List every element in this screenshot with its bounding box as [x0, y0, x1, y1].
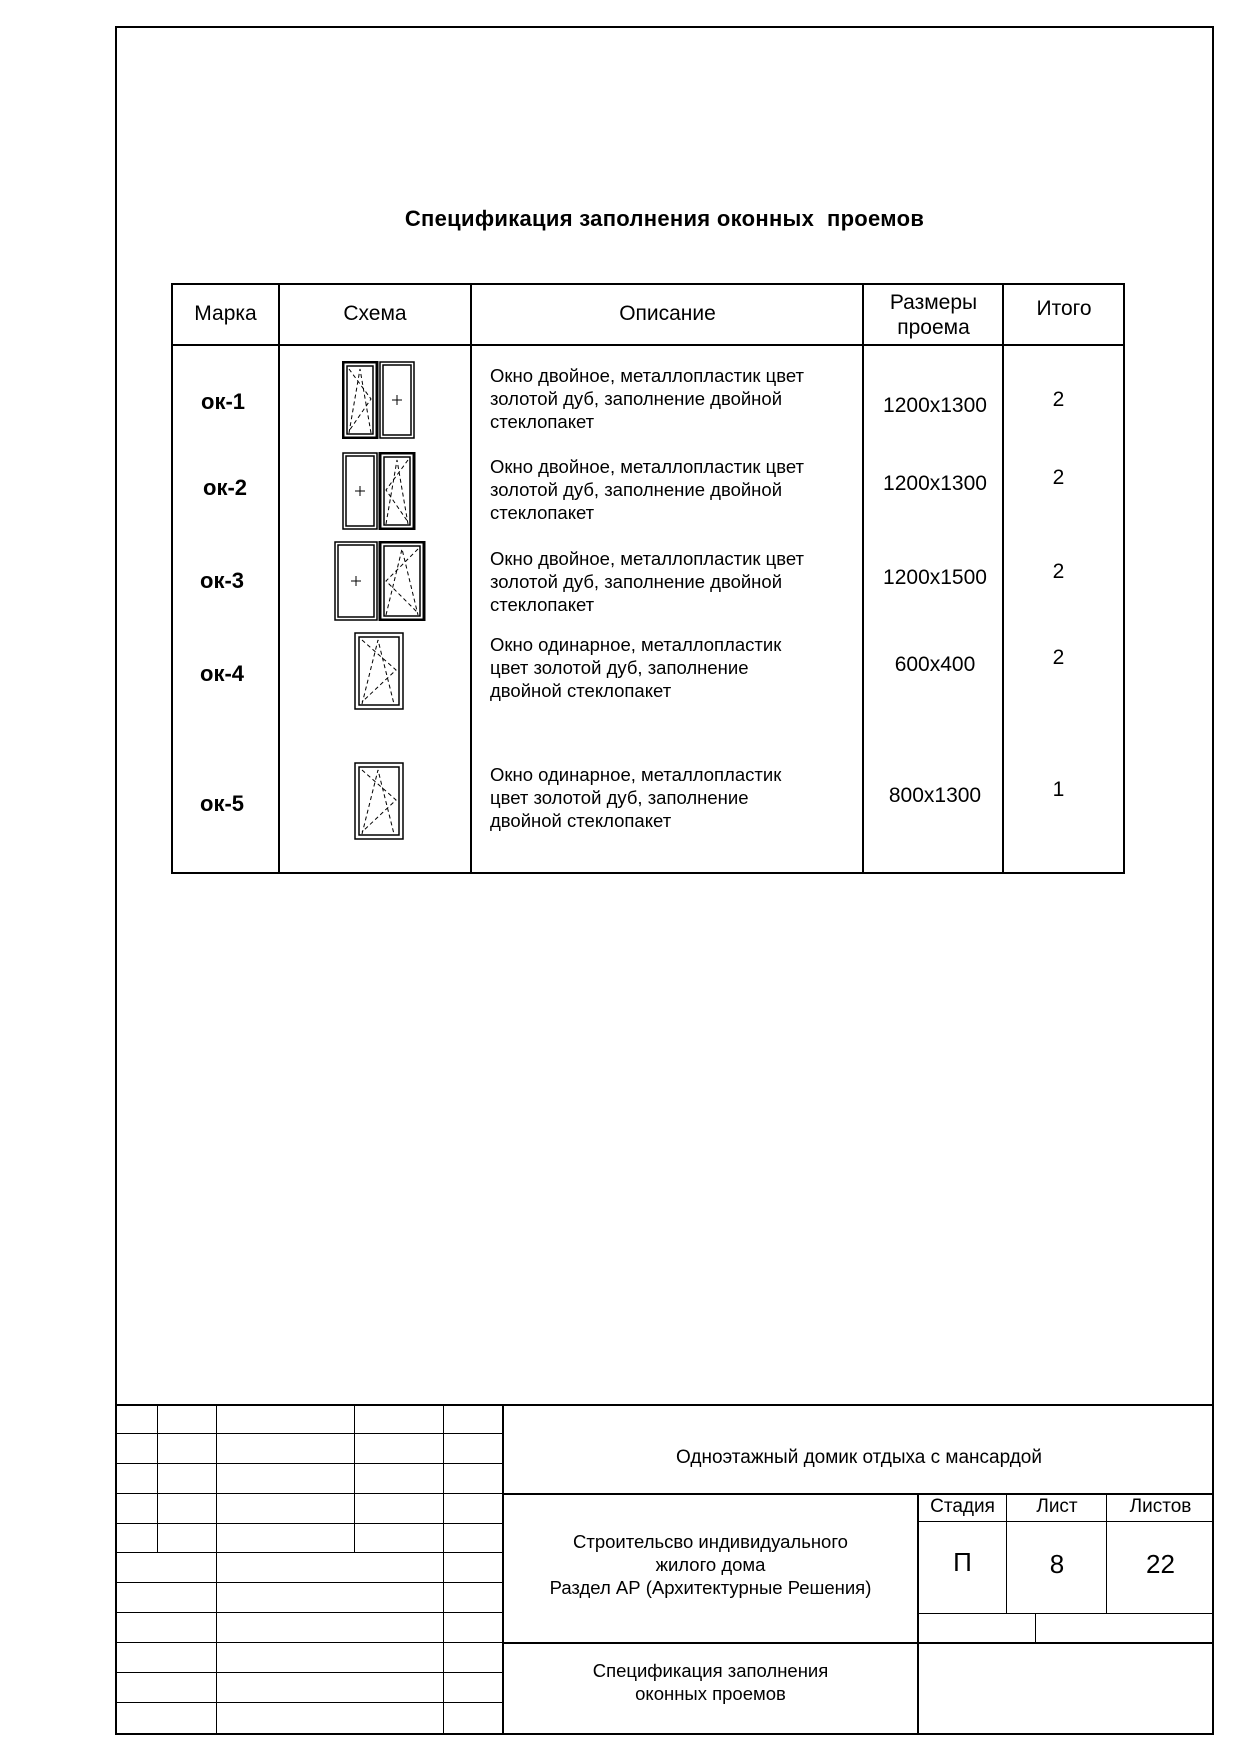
row-size: 600х400 [894, 653, 976, 676]
row-mark: ок-5 [200, 791, 245, 816]
row-size: 1200х1500 [883, 566, 987, 589]
header-total: Итого [1036, 297, 1092, 320]
double-window-left-tilt-icon [342, 361, 416, 439]
row-size: 1200х1300 [883, 394, 987, 417]
row-description: Окно двойное, металлопластик цвет золотой дуб, заполнение двойной стеклопакет [490, 548, 805, 615]
row-mark: ок-2 [203, 475, 248, 500]
sheets-value: 22 [1146, 1549, 1175, 1579]
row-qty: 1 [1052, 778, 1065, 801]
header-size [863, 290, 1004, 340]
row-qty: 2 [1052, 388, 1065, 411]
single-window-tilt-icon [354, 762, 404, 840]
sheet-value: 8 [1049, 1549, 1065, 1579]
double-window-right-tilt-icon [342, 452, 416, 530]
project-name: Одноэтажный домик отдыха с мансардой [676, 1447, 1042, 1468]
header-description: Описание [619, 302, 716, 325]
sheet-label: Лист [1036, 1496, 1078, 1517]
sheets-label: Листов [1129, 1496, 1192, 1517]
header-size-line1: Размеры [889, 291, 978, 314]
row-size: 800х1300 [888, 784, 982, 807]
row-description: Окно двойное, металлопластик цвет золотой дуб, заполнение двойной стеклопакет [490, 456, 805, 523]
row-qty: 2 [1052, 466, 1065, 489]
page-title: Спецификация заполнения оконных проемов [404, 206, 925, 231]
row-size: 1200х1300 [883, 472, 987, 495]
row-description: Окно одинарное, металлопластик цвет золотой дуб, заполнение двойной стеклопакет [490, 764, 782, 831]
row-qty: 2 [1052, 560, 1065, 583]
stage-label: Стадия [930, 1496, 995, 1517]
single-window-tilt-icon [354, 632, 404, 710]
row-qty: 2 [1052, 646, 1065, 669]
double-window-right-tilt-icon [334, 541, 426, 621]
stage-value: П [953, 1547, 972, 1577]
header-scheme: Схема [343, 302, 407, 325]
row-description: Окно двойное, металлопластик цвет золотой дуб, заполнение двойной стеклопакет [490, 365, 805, 432]
row-description: Окно одинарное, металлопластик цвет золотой дуб, заполнение двойной стеклопакет [490, 634, 782, 701]
sheet-title: Спецификация заполнения оконных проемов [592, 1660, 829, 1704]
section-title: Строительсво индивидуального жилого дома Раздел АР (Архитектурные Решения) [549, 1531, 872, 1598]
header-size-line2: проема [897, 316, 970, 339]
row-mark: ок-3 [200, 568, 245, 593]
row-mark: ок-4 [200, 661, 245, 686]
row-mark: ок-1 [201, 389, 246, 414]
header-mark: Марка [194, 302, 257, 325]
